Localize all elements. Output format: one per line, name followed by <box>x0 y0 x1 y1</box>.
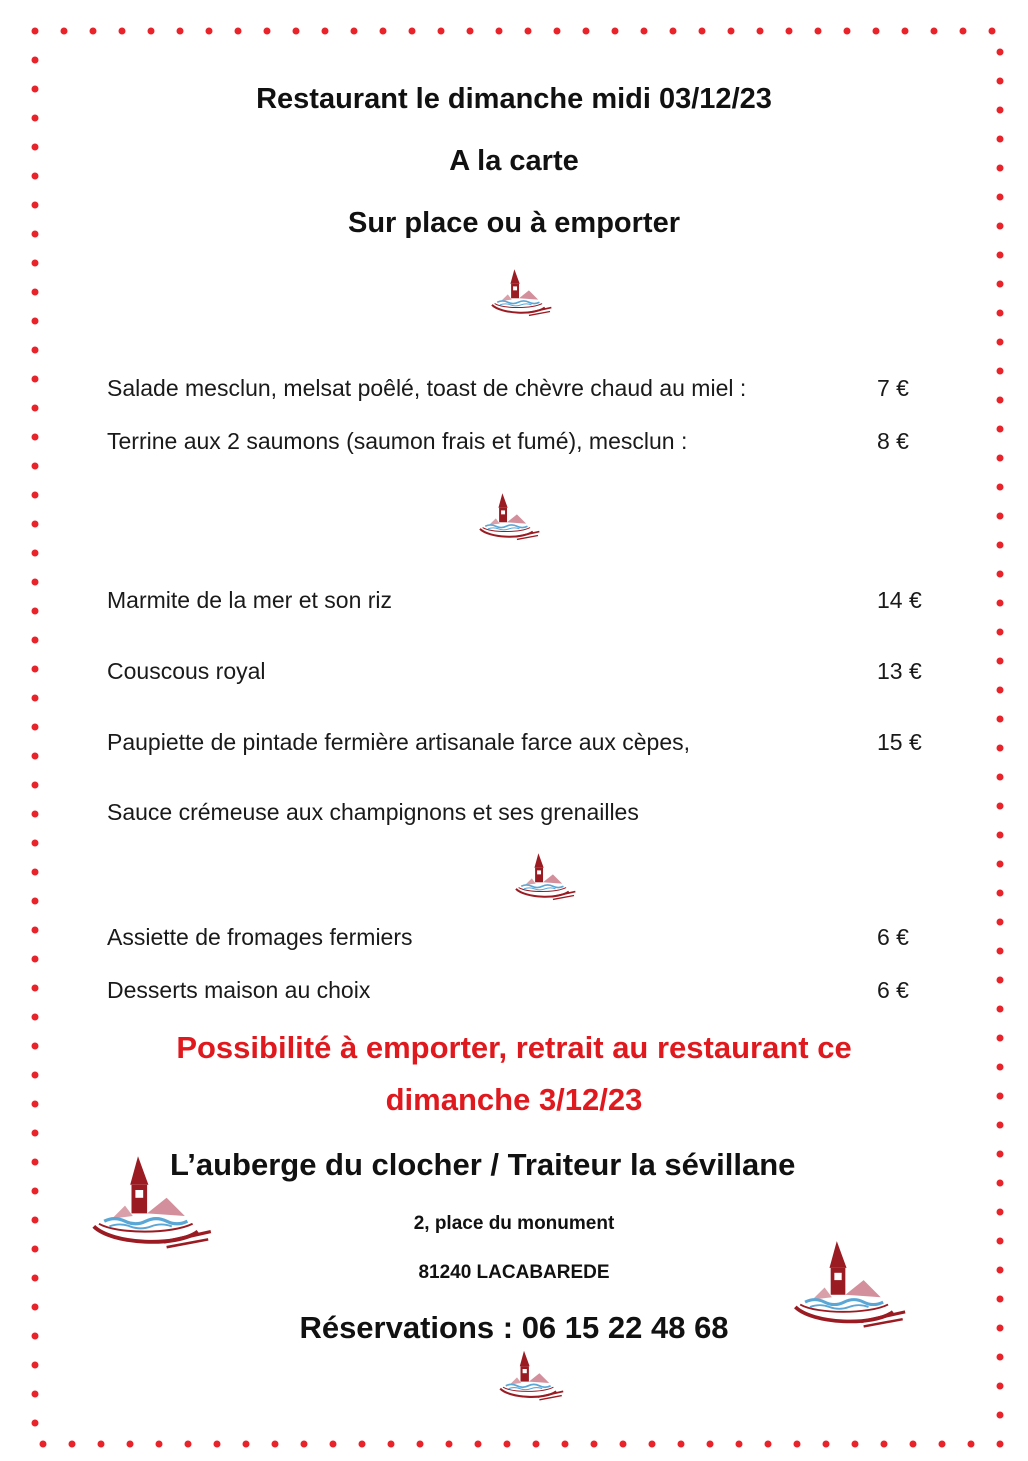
menu-item-name: Salade mesclun, melsat poêlé, toast de chèvre chaud au miel : <box>107 375 747 401</box>
subtitle: A la carte <box>449 145 579 177</box>
menu-item-name: Terrine aux 2 saumons (saumon frais et fumé), mesclun : <box>107 428 688 454</box>
takeaway-notice-date: dimanche 3/12/23 <box>385 1082 643 1117</box>
auberge-logo-icon <box>476 488 542 546</box>
address-street: 2, place du monument <box>413 1213 615 1234</box>
menu-item-price: 15 € <box>877 729 922 755</box>
reservations-phone: Réservations : 06 15 22 48 68 <box>299 1310 729 1345</box>
takeaway-notice: Possibilité à emporter, retrait au restaurant ce <box>176 1030 852 1065</box>
address-city: 81240 LACABAREDE <box>418 1262 610 1283</box>
business-name: L’auberge du clocher / Traiteur la sévillane <box>170 1147 796 1182</box>
menu-item-name: Assiette de fromages fermiers <box>107 924 413 950</box>
auberge-logo-icon <box>512 848 578 906</box>
service-mode: Sur place ou à emporter <box>348 207 680 239</box>
menu-item-price: 14 € <box>877 587 922 613</box>
menu-item-price: 6 € <box>877 977 909 1003</box>
menu-item-price: 7 € <box>877 375 909 401</box>
menu-item-name: Desserts maison au choix <box>107 977 371 1003</box>
menu-item-price: 13 € <box>877 658 922 684</box>
menu-item-description: Sauce crémeuse aux champignons et ses grenailles <box>107 799 639 825</box>
page-title: Restaurant le dimanche midi 03/12/23 <box>256 83 772 115</box>
auberge-logo-icon <box>488 264 554 322</box>
menu-item-name: Paupiette de pintade fermière artisanale farce aux cèpes, <box>107 729 691 755</box>
auberge-logo-icon <box>496 1348 566 1404</box>
menu-item-name: Marmite de la mer et son riz <box>107 587 393 613</box>
menu-item-name: Couscous royal <box>107 658 266 684</box>
menu-item-price: 8 € <box>877 428 909 454</box>
menu-item-price: 6 € <box>877 924 909 950</box>
